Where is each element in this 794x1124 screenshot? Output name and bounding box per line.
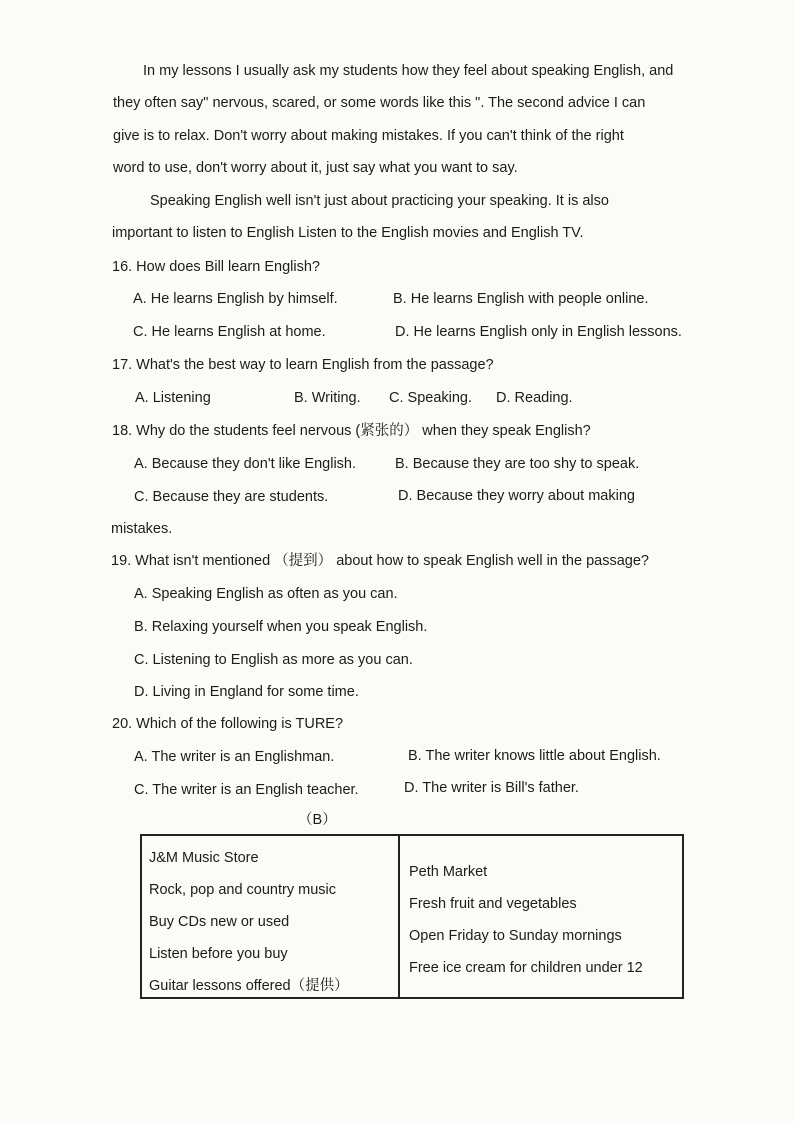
question-16-option-b: B. He learns English with people online. bbox=[393, 291, 649, 307]
question-17-stem: 17. What's the best way to learn English from the passage? bbox=[112, 357, 494, 373]
passage-p1-line3: give is to relax. Don't worry about making mistakes. If you can't think of the right bbox=[113, 128, 624, 144]
question-19-option-c: C. Listening to English as more as you can. bbox=[134, 652, 413, 668]
question-16-option-d: D. He learns English only in English lessons. bbox=[395, 324, 682, 340]
music-store-ad bbox=[142, 836, 400, 997]
music-store-line: Buy CDs new or used bbox=[149, 914, 290, 930]
question-16-stem: 16. How does Bill learn English? bbox=[112, 259, 320, 275]
music-store-line: Listen before you buy bbox=[149, 946, 288, 962]
passage-p2-line2: important to listen to English Listen to the English movies and English TV. bbox=[112, 225, 584, 241]
passage-p2-line1: Speaking English well isn't just about practicing your speaking. It is also bbox=[150, 193, 609, 209]
question-18-option-d-continued: mistakes. bbox=[111, 521, 173, 537]
question-20-option-b: B. The writer knows little about English. bbox=[408, 748, 661, 764]
passage-p1-line4: word to use, don't worry about it, just say what you want to say. bbox=[113, 160, 518, 176]
section-b-label: （B） bbox=[298, 812, 337, 828]
question-18-option-d: D. Because they worry about making bbox=[398, 488, 635, 504]
market-title: Peth Market bbox=[409, 864, 488, 880]
question-19-stem: 19. What isn't mentioned （提到） about how to speak English well in the passage? bbox=[111, 553, 649, 569]
question-17-option-a: A. Listening bbox=[135, 390, 211, 406]
question-18-option-a: A. Because they don't like English. bbox=[134, 456, 357, 472]
ads-table bbox=[140, 834, 684, 999]
market-line: Open Friday to Sunday mornings bbox=[409, 928, 622, 944]
passage-p1-line2: they often say" nervous, scared, or some words like this ". The second advice I can bbox=[113, 95, 646, 111]
market-ad bbox=[400, 836, 682, 997]
music-store-line: Guitar lessons offered（提供） bbox=[149, 978, 349, 994]
market-line: Fresh fruit and vegetables bbox=[409, 896, 577, 912]
question-20-option-a: A. The writer is an Englishman. bbox=[134, 749, 335, 765]
question-19-option-d: D. Living in England for some time. bbox=[134, 684, 359, 700]
question-18-option-b: B. Because they are too shy to speak. bbox=[395, 456, 640, 472]
question-19-option-a: A. Speaking English as often as you can. bbox=[134, 586, 398, 602]
question-20-option-d: D. The writer is Bill's father. bbox=[404, 780, 579, 796]
question-18-stem: 18. Why do the students feel nervous (紧张的） when they speak English? bbox=[112, 423, 591, 439]
question-16-option-c: C. He learns English at home. bbox=[133, 324, 326, 340]
question-17-option-b: B. Writing. bbox=[294, 390, 361, 406]
question-19-option-b: B. Relaxing yourself when you speak English. bbox=[134, 619, 428, 635]
question-18-option-c: C. Because they are students. bbox=[134, 489, 329, 505]
market-line: Free ice cream for children under 12 bbox=[409, 960, 643, 976]
question-16-option-a: A. He learns English by himself. bbox=[133, 291, 338, 307]
question-20-stem: 20. Which of the following is TURE? bbox=[112, 716, 344, 732]
music-store-title: J&M Music Store bbox=[149, 850, 259, 866]
question-20-option-c: C. The writer is an English teacher. bbox=[134, 782, 359, 798]
passage-p1-line1: In my lessons I usually ask my students how they feel about speaking English, and bbox=[143, 63, 674, 79]
question-17-option-c: C. Speaking. bbox=[389, 390, 473, 406]
music-store-line: Rock, pop and country music bbox=[149, 882, 336, 898]
question-17-option-d: D. Reading. bbox=[496, 390, 573, 406]
